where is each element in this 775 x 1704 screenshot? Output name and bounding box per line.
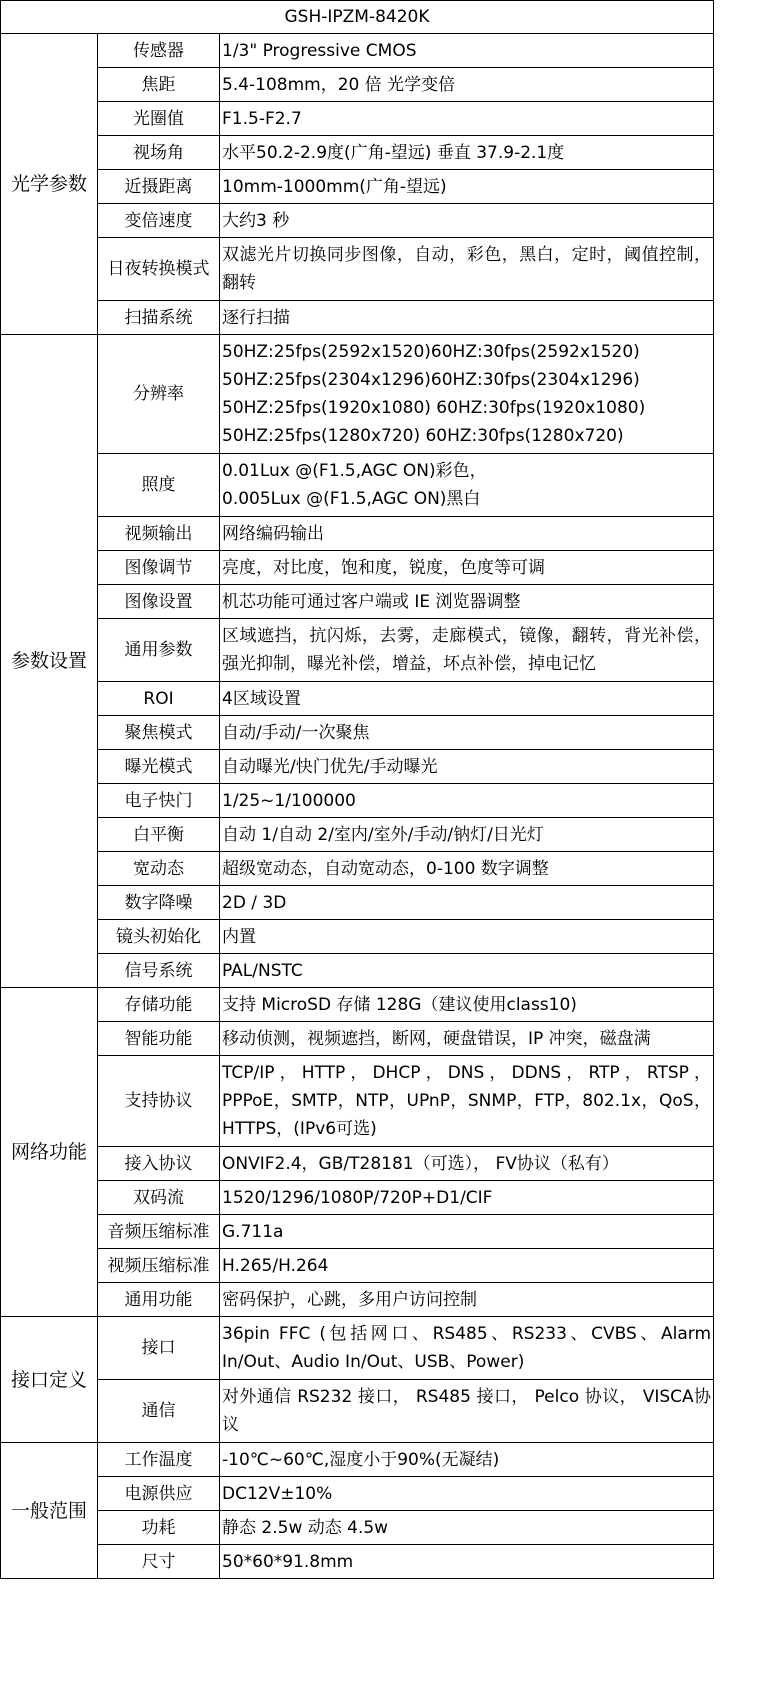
spec-row bbox=[1, 619, 714, 682]
spec-row bbox=[1, 682, 714, 716]
spec-name: 电源供应 bbox=[98, 1477, 220, 1511]
spec-value bbox=[220, 619, 714, 682]
spec-value bbox=[220, 784, 714, 818]
spec-value-line: 支持 MicroSD 存储 128G（建议使用class10) bbox=[222, 994, 577, 1015]
spec-value bbox=[220, 1443, 714, 1477]
spec-name: 音频压缩标准 bbox=[98, 1215, 220, 1249]
spec-value-line: 水平50.2-2.9度(广角-望远) 垂直 37.9-2.1度 bbox=[222, 142, 565, 163]
section-category: 参数设置 bbox=[1, 335, 98, 988]
spec-value bbox=[220, 335, 714, 454]
spec-name: 近摄距离 bbox=[98, 170, 220, 204]
spec-value bbox=[220, 170, 714, 204]
spec-value-line: 1/25~1/100000 bbox=[222, 790, 356, 811]
spec-value bbox=[220, 682, 714, 716]
spec-row bbox=[1, 1317, 714, 1380]
spec-row bbox=[1, 238, 714, 301]
spec-value bbox=[220, 1181, 714, 1215]
spec-value bbox=[220, 136, 714, 170]
spec-value-line: ONVIF2.4，GB/T28181（可选）， FV协议（私有） bbox=[222, 1153, 619, 1174]
spec-row bbox=[1, 454, 714, 517]
spec-row bbox=[1, 920, 714, 954]
spec-value-line: 50HZ:25fps(1280x720) 60HZ:30fps(1280x720) bbox=[222, 426, 624, 446]
spec-row bbox=[1, 1215, 714, 1249]
spec-value-line: 自动/手动/一次聚焦 bbox=[222, 722, 370, 743]
spec-name: 扫描系统 bbox=[98, 301, 220, 335]
spec-value bbox=[220, 68, 714, 102]
spec-name: 聚焦模式 bbox=[98, 716, 220, 750]
title-row bbox=[1, 1, 714, 34]
spec-value-line: 自动 1/自动 2/室内/室外/手动/钠灯/日光灯 bbox=[222, 824, 544, 845]
spec-row bbox=[1, 1443, 714, 1477]
spec-value bbox=[220, 920, 714, 954]
spec-value-line: DC12V±10% bbox=[222, 1483, 333, 1504]
spec-row bbox=[1, 585, 714, 619]
spec-value bbox=[220, 1056, 714, 1147]
spec-value bbox=[220, 716, 714, 750]
spec-row bbox=[1, 102, 714, 136]
spec-name: 通用参数 bbox=[98, 619, 220, 682]
spec-name: 支持协议 bbox=[98, 1056, 220, 1147]
spec-value-line: 内置 bbox=[222, 926, 256, 947]
spec-value bbox=[220, 818, 714, 852]
spec-value bbox=[220, 1249, 714, 1283]
spec-value-line: PAL/NSTC bbox=[222, 960, 303, 981]
spec-value bbox=[220, 517, 714, 551]
spec-value-line: 1520/1296/1080P/720P+D1/CIF bbox=[222, 1187, 493, 1208]
spec-row bbox=[1, 716, 714, 750]
spec-value bbox=[220, 102, 714, 136]
spec-name: 白平衡 bbox=[98, 818, 220, 852]
spec-value-line: -10℃~60℃,湿度小于90%(无凝结) bbox=[222, 1449, 500, 1470]
section-category: 接口定义 bbox=[1, 1317, 98, 1443]
spec-value bbox=[220, 1317, 714, 1380]
spec-value-line: 50HZ:25fps(2304x1296)60HZ:30fps(2304x1296) bbox=[222, 370, 640, 390]
spec-row bbox=[1, 1181, 714, 1215]
spec-value-line: 移动侦测，视频遮挡，断网，硬盘错误，IP 冲突，磁盘满 bbox=[222, 1028, 651, 1049]
spec-value-line: 密码保护，心跳，多用户访问控制 bbox=[222, 1289, 477, 1310]
spec-name: 视频输出 bbox=[98, 517, 220, 551]
spec-name: 双码流 bbox=[98, 1181, 220, 1215]
spec-value-line: 机芯功能可通过客户端或 IE 浏览器调整 bbox=[222, 591, 521, 612]
spec-name: 功耗 bbox=[98, 1511, 220, 1545]
section-category: 光学参数 bbox=[1, 34, 98, 335]
spec-row bbox=[1, 170, 714, 204]
spec-name: 接口 bbox=[98, 1317, 220, 1380]
section-category: 网络功能 bbox=[1, 988, 98, 1317]
spec-row bbox=[1, 1056, 714, 1147]
spec-name: 信号系统 bbox=[98, 954, 220, 988]
spec-value bbox=[220, 454, 714, 517]
spec-name: 存储功能 bbox=[98, 988, 220, 1022]
spec-value bbox=[220, 34, 714, 68]
spec-name: 通信 bbox=[98, 1380, 220, 1443]
spec-row bbox=[1, 34, 714, 68]
spec-name: 接入协议 bbox=[98, 1147, 220, 1181]
spec-row bbox=[1, 1283, 714, 1317]
spec-row bbox=[1, 784, 714, 818]
spec-value bbox=[220, 1283, 714, 1317]
spec-value-line: 超级宽动态，自动宽动态，0-100 数字调整 bbox=[222, 858, 549, 879]
spec-value bbox=[220, 585, 714, 619]
spec-value bbox=[220, 204, 714, 238]
spec-value-line: 大约3 秒 bbox=[222, 210, 290, 231]
spec-value bbox=[220, 886, 714, 920]
spec-name: 日夜转换模式 bbox=[98, 238, 220, 301]
spec-name: 宽动态 bbox=[98, 852, 220, 886]
spec-value bbox=[220, 301, 714, 335]
spec-name: 视频压缩标准 bbox=[98, 1249, 220, 1283]
spec-name: 电子快门 bbox=[98, 784, 220, 818]
spec-value bbox=[220, 1380, 714, 1443]
spec-name: 数字降噪 bbox=[98, 886, 220, 920]
spec-value bbox=[220, 852, 714, 886]
spec-value-line: TCP/IP，HTTP，DHCP，DNS，DDNS，RTP，RTSP，PPPoE，SMTP，NTP，UPnP，SNMP，FTP，802.1x，QoS，HTTPS，(IPv6可选) bbox=[222, 1063, 712, 1139]
spec-value-line: 静态 2.5w 动态 4.5w bbox=[222, 1517, 389, 1538]
spec-value-line: 36pin FFC (包括网口、RS485、RS233、CVBS、Alarm In/Out、Audio In/Out、USB、Power) bbox=[222, 1324, 712, 1372]
spec-value-line: G.711a bbox=[222, 1221, 284, 1242]
spec-row bbox=[1, 335, 714, 454]
spec-name: 智能功能 bbox=[98, 1022, 220, 1056]
spec-value-line: 区域遮挡，抗闪烁，去雾，走廊模式，镜像，翻转，背光补偿，强光抑制，曝光补偿，增益，坏点补偿，掉电记忆 bbox=[222, 626, 712, 674]
spec-row bbox=[1, 852, 714, 886]
spec-row bbox=[1, 988, 714, 1022]
spec-value bbox=[220, 750, 714, 784]
spec-name: 图像设置 bbox=[98, 585, 220, 619]
spec-body bbox=[1, 34, 714, 1579]
spec-value-line: 2D / 3D bbox=[222, 892, 287, 913]
spec-value-line: H.265/H.264 bbox=[222, 1255, 329, 1276]
spec-name: 光圈值 bbox=[98, 102, 220, 136]
spec-row bbox=[1, 517, 714, 551]
spec-row bbox=[1, 818, 714, 852]
spec-value bbox=[220, 1215, 714, 1249]
spec-row bbox=[1, 1249, 714, 1283]
section-category: 一般范围 bbox=[1, 1443, 98, 1579]
spec-value-line: 50HZ:25fps(2592x1520)60HZ:30fps(2592x1520) bbox=[222, 342, 640, 362]
spec-row bbox=[1, 1511, 714, 1545]
spec-value-line: 网络编码输出 bbox=[222, 523, 324, 544]
spec-name: 镜头初始化 bbox=[98, 920, 220, 954]
spec-row bbox=[1, 204, 714, 238]
spec-value-line: 1/3" Progressive CMOS bbox=[222, 40, 417, 61]
spec-value-line: 亮度，对比度，饱和度，锐度，色度等可调 bbox=[222, 557, 545, 578]
spec-value bbox=[220, 551, 714, 585]
spec-value-line: 50*60*91.8mm bbox=[222, 1551, 354, 1572]
spec-name: 传感器 bbox=[98, 34, 220, 68]
spec-row bbox=[1, 1022, 714, 1056]
spec-name: 图像调节 bbox=[98, 551, 220, 585]
spec-row bbox=[1, 1477, 714, 1511]
spec-value bbox=[220, 1022, 714, 1056]
spec-row bbox=[1, 136, 714, 170]
spec-value bbox=[220, 238, 714, 301]
spec-value bbox=[220, 1511, 714, 1545]
table-title: GSH-IPZM-8420K bbox=[1, 1, 714, 34]
spec-name: 工作温度 bbox=[98, 1443, 220, 1477]
spec-value bbox=[220, 1147, 714, 1181]
spec-value bbox=[220, 988, 714, 1022]
spec-row bbox=[1, 1380, 714, 1443]
spec-value-line: 10mm-1000mm(广角-望远) bbox=[222, 176, 447, 197]
spec-value-line: 双滤光片切换同步图像，自动，彩色，黑白，定时，阈值控制，翻转 bbox=[222, 245, 712, 293]
spec-name: 焦距 bbox=[98, 68, 220, 102]
spec-row bbox=[1, 301, 714, 335]
spec-name: ROI bbox=[98, 682, 220, 716]
spec-value bbox=[220, 1477, 714, 1511]
spec-name: 分辨率 bbox=[98, 335, 220, 454]
spec-name: 照度 bbox=[98, 454, 220, 517]
spec-row bbox=[1, 551, 714, 585]
spec-value-line: 逐行扫描 bbox=[222, 307, 290, 328]
spec-value-line: 自动曝光/快门优先/手动曝光 bbox=[222, 756, 438, 777]
spec-row bbox=[1, 750, 714, 784]
spec-row bbox=[1, 1147, 714, 1181]
spec-name: 变倍速度 bbox=[98, 204, 220, 238]
spec-value-line: F1.5-F2.7 bbox=[222, 108, 302, 129]
spec-name: 视场角 bbox=[98, 136, 220, 170]
spec-row bbox=[1, 1545, 714, 1579]
spec-value-line: 0.01Lux @(F1.5,AGC ON)彩色， bbox=[222, 461, 487, 481]
spec-row bbox=[1, 954, 714, 988]
spec-value-line: 5.4-108mm，20 倍 光学变倍 bbox=[222, 74, 456, 95]
spec-name: 尺寸 bbox=[98, 1545, 220, 1579]
spec-value bbox=[220, 954, 714, 988]
spec-name: 通用功能 bbox=[98, 1283, 220, 1317]
spec-value-line: 50HZ:25fps(1920x1080) 60HZ:30fps(1920x1080) bbox=[222, 398, 646, 418]
spec-value-line: 对外通信 RS232 接口， RS485 接口， Pelco 协议， VISCA协议 bbox=[222, 1387, 712, 1435]
spec-value-line: 4区域设置 bbox=[222, 688, 301, 709]
spec-row bbox=[1, 886, 714, 920]
spec-row bbox=[1, 68, 714, 102]
spec-name: 曝光模式 bbox=[98, 750, 220, 784]
spec-value bbox=[220, 1545, 714, 1579]
spec-value-line: 0.005Lux @(F1.5,AGC ON)黑白 bbox=[222, 489, 481, 509]
